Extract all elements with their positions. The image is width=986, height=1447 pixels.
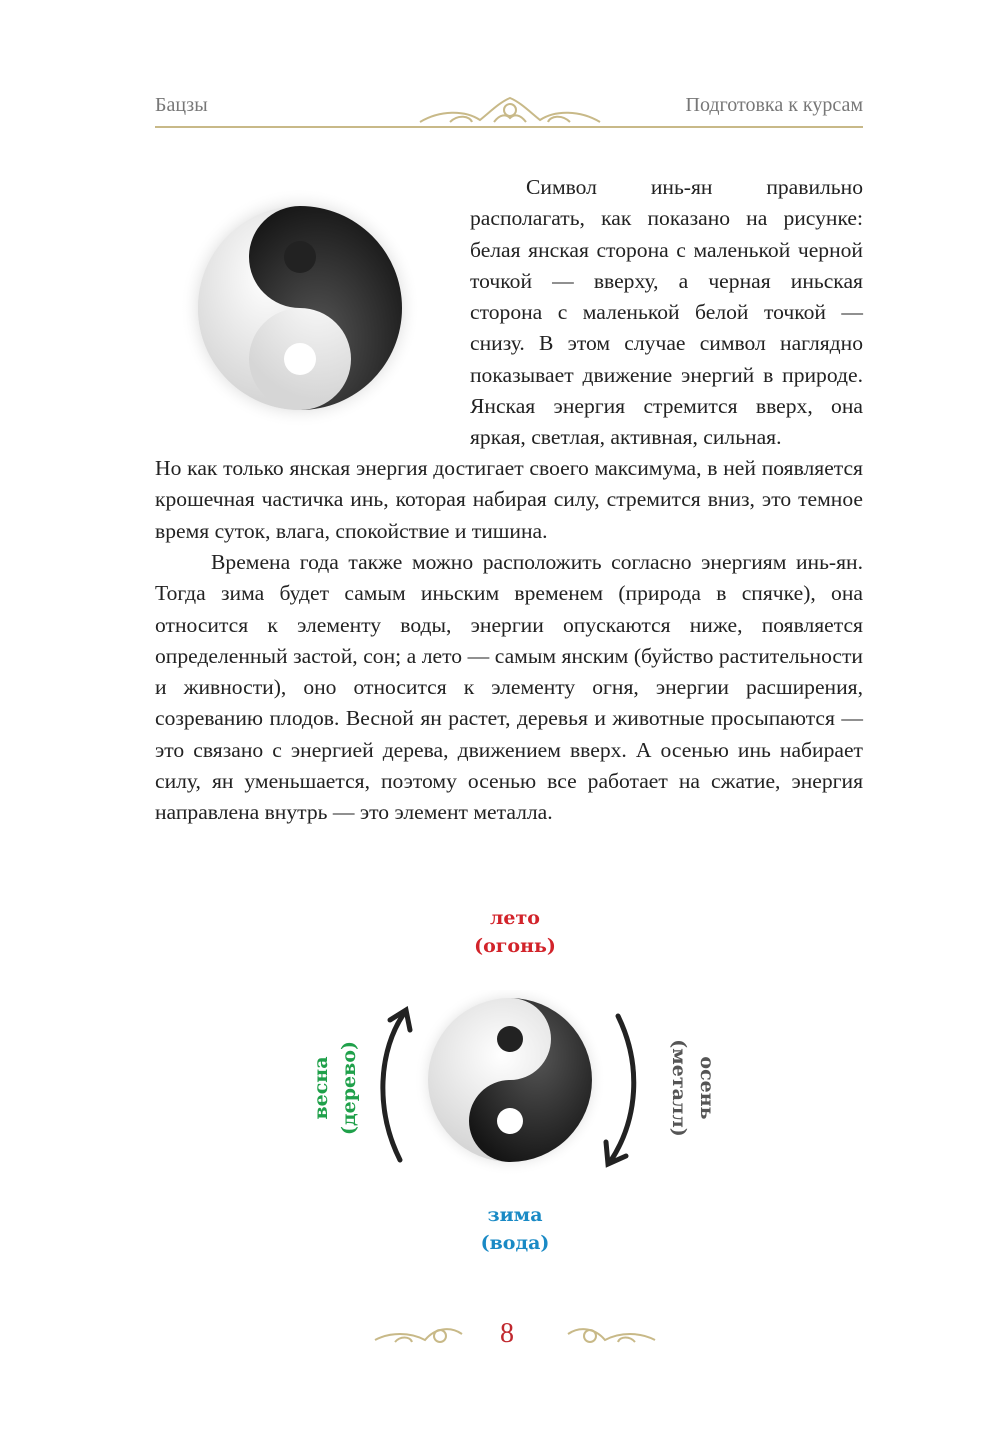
paragraph-seasons: Времена года также можно расположить согласно энергиям инь-ян. Тогда зима будет самым иньским временем (природа в спячке), она относится к элементу воды, энергии опускаются ниже, появляется определенный застой, сон; а лето — самым янским (буйство растительности и живности), оно относится к элементу огня, энергии расширения, созреванию плодов. Весной ян растет, деревья и животные просыпаются — это связано с энергией дерева, движением вверх. А осенью инь набирает силу, ян уменьшается, поэтому осенью все работает на сжатие, энергия направлена внутрь — это элемент металла.: [155, 550, 863, 825]
page-number: 8: [500, 1318, 514, 1349]
winter-name: зима: [487, 1204, 543, 1226]
arrow-autumn-down-icon: [606, 1016, 634, 1164]
spring-element: (дерево): [338, 1041, 360, 1135]
header-ornament-icon: [410, 92, 610, 128]
arrow-spring-up-icon: [383, 1010, 410, 1160]
label-spring: [307, 1003, 363, 1173]
header-chapter-title: Подготовка к курсам: [685, 94, 863, 116]
summer-name: лето: [490, 907, 540, 929]
footer-ornament-right-icon: [560, 1320, 660, 1350]
yin-yang-illustration: [170, 190, 430, 430]
header-book-title: Бацзы: [155, 94, 208, 116]
label-winter: [430, 1201, 600, 1257]
paragraph-yin-yang-orientation: Символ инь-ян правильно располагать, как показано на рисунке: белая янская сторона с маленькой черной точкой — вверху, а черная иньская сторона с маленькой белой точкой — снизу. В этом случае символ наглядно показывает движение энергий в природе. Янская энергия стремится вверх, она яркая, светлая, активная, сильная.: [470, 175, 863, 450]
paragraph-yang-maximum: Но как только янская энергия достигает своего максимума, в ней появляется крошечная частичка инь, которая набирая силу, стремится вниз, это темное время суток, влага, спокойствие и тишина.: [155, 456, 863, 543]
label-summer: [430, 904, 600, 960]
summer-element: (огонь): [474, 935, 556, 957]
footer-ornament-left-icon: [370, 1320, 470, 1350]
diagram-yin-yang-icon: [428, 998, 592, 1162]
spring-name: весна: [310, 1056, 332, 1120]
autumn-element: (металл): [668, 1039, 690, 1137]
autumn-name: осень: [696, 1056, 718, 1120]
label-autumn: [665, 1003, 721, 1173]
header-divider: [155, 126, 863, 128]
running-header: [155, 92, 863, 128]
winter-element: (вода): [480, 1232, 550, 1254]
seasons-diagram: [370, 990, 650, 1180]
